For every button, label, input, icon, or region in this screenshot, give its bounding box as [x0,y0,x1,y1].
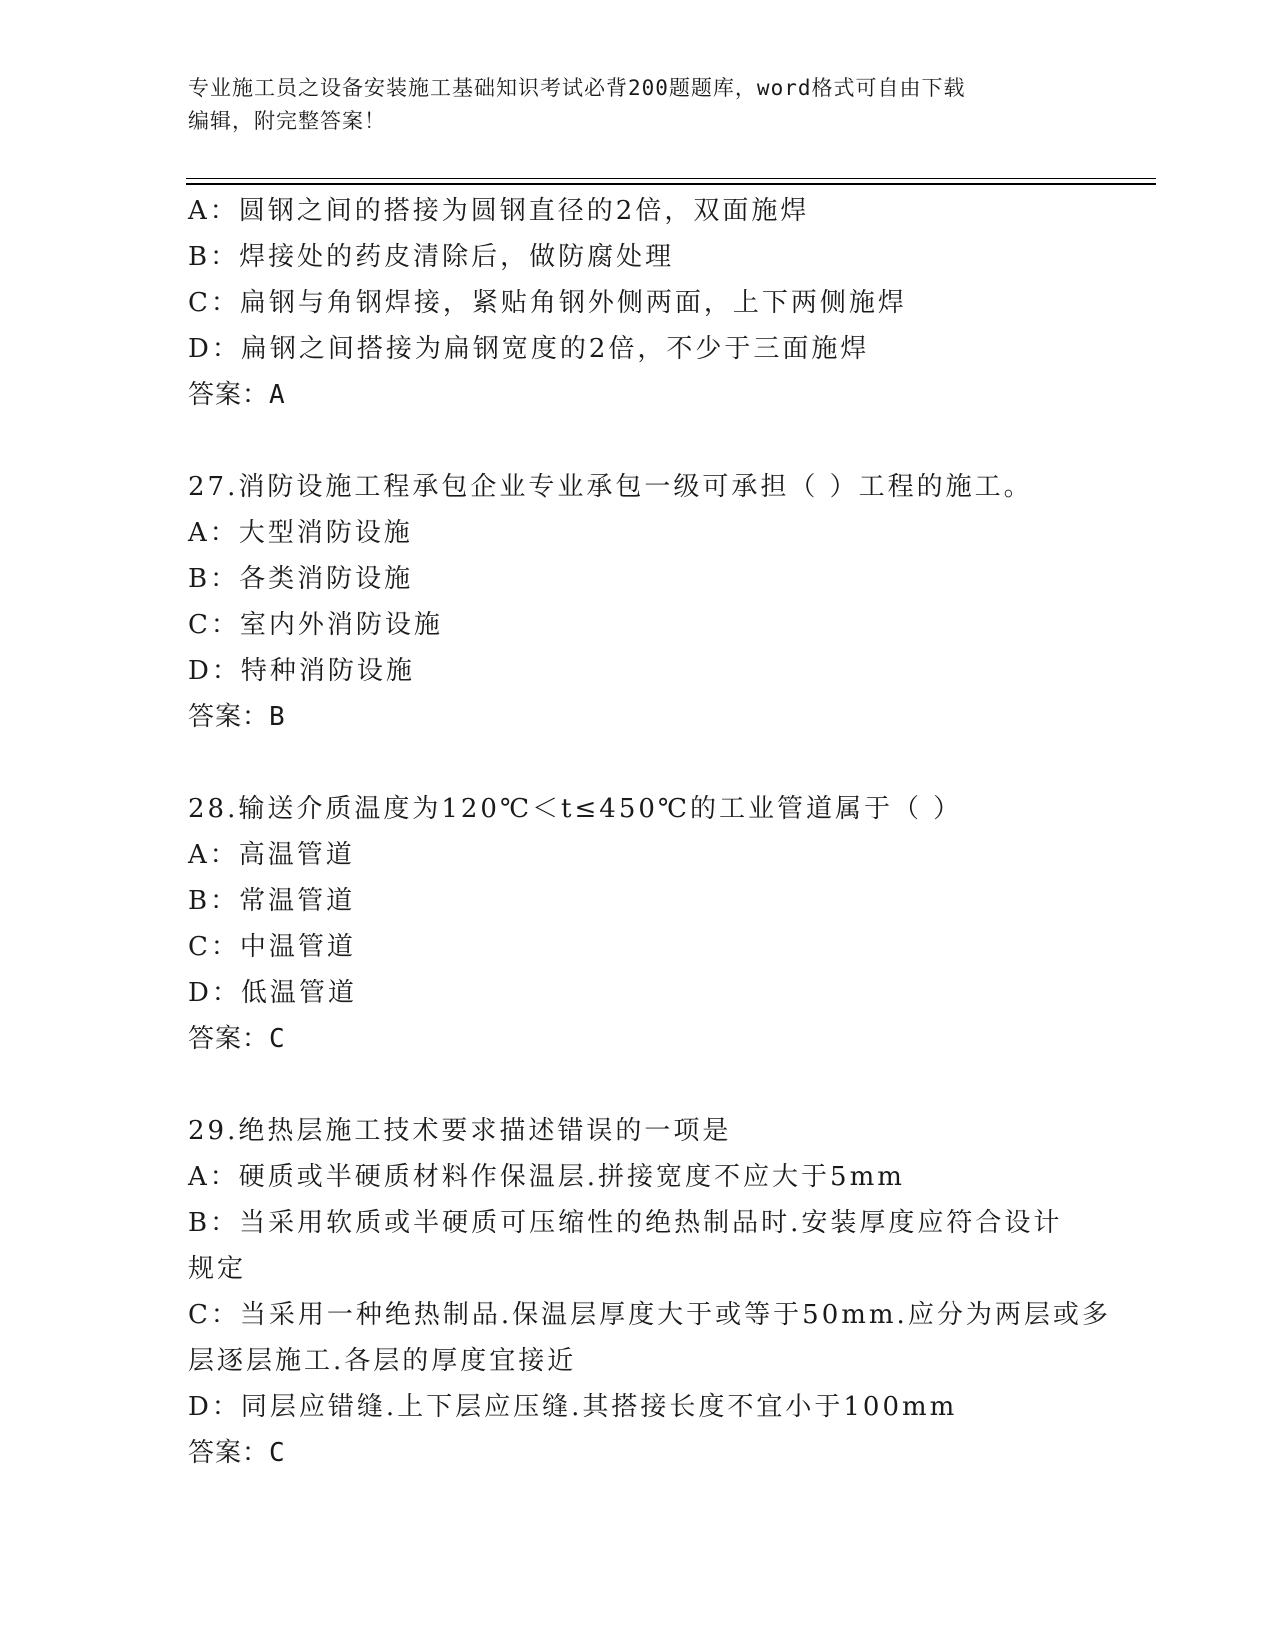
option-d: D：特种消防设施 [188,656,415,686]
answer-line: 答案：B [188,702,286,732]
option-d: D：同层应错缝.上下层应压缝.其搭接长度不宜小于100mm [188,1392,958,1422]
header-title-line2: 编辑，附完整答案！ [188,109,386,133]
question-text: 27.消防设施工程承包企业专业承包一级可承担（ ）工程的施工。 [188,472,1033,502]
option-b: B：常温管道 [188,886,356,916]
option-b-line2: 规定 [188,1254,247,1284]
option-c-line2: 层逐层施工.各层的厚度宜接近 [188,1346,577,1376]
answer-line: 答案：A [188,380,286,410]
option-c: C：室内外消防设施 [188,610,443,640]
question-29 [188,1108,1111,1476]
answer-line: 答案：C [188,1438,286,1468]
option-d: D：扁钢之间搭接为扁钢宽度的2倍，不少于三面施焊 [188,334,870,364]
option-c: C：中温管道 [188,932,356,962]
question-text: 28.输送介质温度为120℃＜t≤450℃的工业管道属于（ ） [188,794,963,824]
question-26 [188,188,1088,418]
option-b-line1: B：当采用软质或半硬质可压缩性的绝热制品时.安装厚度应符合设计 [188,1208,1063,1238]
option-b: B：各类消防设施 [188,564,414,594]
option-d: D：低温管道 [188,978,357,1008]
option-c: C：扁钢与角钢焊接，紧贴角钢外侧两面，上下两侧施焊 [188,288,907,318]
option-a: A：高温管道 [188,840,355,870]
header-title-line1: 专业施工员之设备安装施工基础知识考试必背200题题库，word格式可自由下载 [188,76,966,100]
option-a: A：硬质或半硬质材料作保温层.拼接宽度不应大于5mm [188,1162,905,1192]
question-list [188,188,1111,1476]
spacer [188,418,1088,464]
header-divider-thick [186,183,1156,185]
question-text: 29.绝热层施工技术要求描述错误的一项是 [188,1116,732,1146]
spacer [188,740,1088,786]
option-c-line1: C：当采用一种绝热制品.保温层厚度大于或等于50mm.应分为两层或多 [188,1300,1111,1330]
option-a: A：大型消防设施 [188,518,413,548]
document-header [188,72,1068,138]
question-27 [188,464,1088,740]
question-28 [188,786,1088,1062]
answer-line: 答案：C [188,1024,286,1054]
option-b: B：焊接处的药皮清除后，做防腐处理 [188,242,675,272]
header-divider-thin [186,178,1156,179]
spacer [188,1062,1088,1108]
option-a: A：圆钢之间的搭接为圆钢直径的2倍，双面施焊 [188,196,810,226]
